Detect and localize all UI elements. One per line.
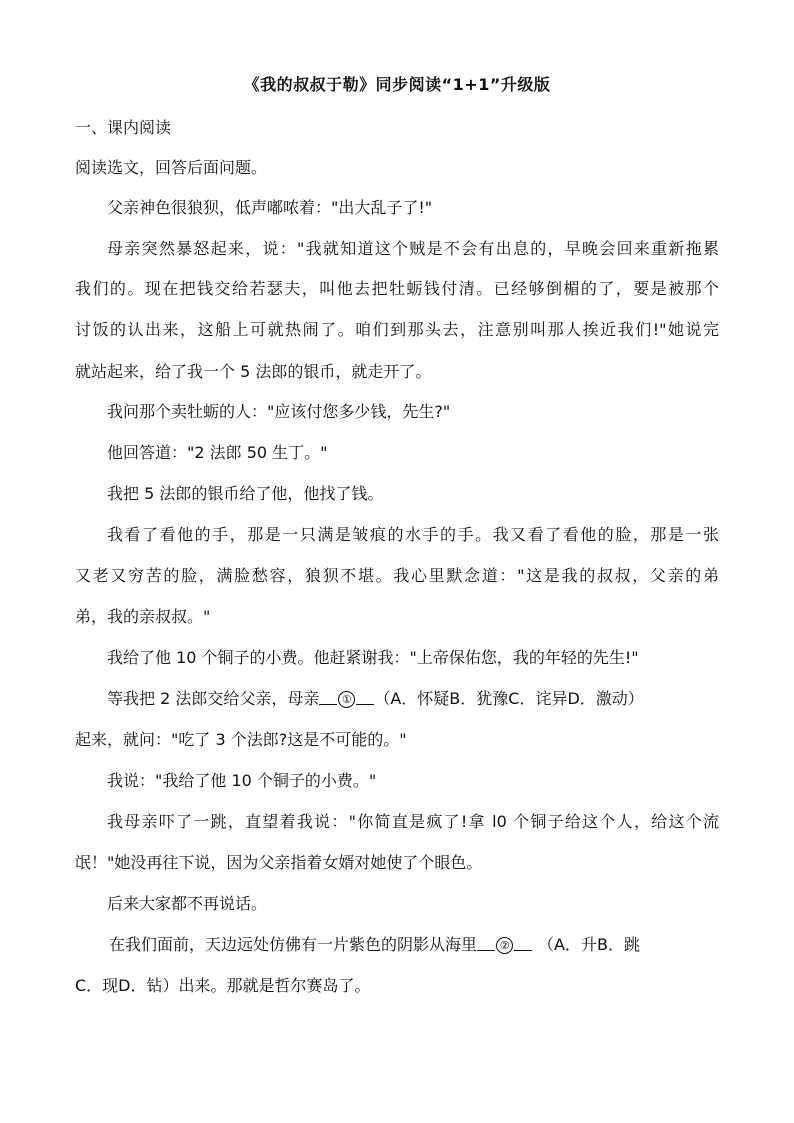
paragraph-line: 父亲神色很狼狈，低声嘟哝着："出大乱子了!" [107,198,433,217]
blank-underline [319,690,337,705]
paragraph-line: 我说："我给了他 10 个铜子的小费。" [107,771,377,790]
paragraph-line: 后来大家都不再说话。 [107,894,268,913]
blank-number-1: ① [338,691,355,708]
paragraph-line-with-blank [107,689,644,709]
paragraph-line: 我看了看他的手，那是一只满是皱痕的水手的手。我又看了看他的脸，那是一张 [107,525,719,544]
paragraph-line: 我问那个卖牡蛎的人："应该付您多少钱，先生?" [107,402,451,421]
paragraph-line: 就站起来，给了我一个 5 法郎的银币，就走开了。 [75,362,432,381]
paragraph-line: 母亲突然暴怒起来，说："我就知道这个贼是不会有出息的，早晚会回来重新拖累 [107,239,719,258]
instruction-text: 阅读选文，回答后面问题。 [75,158,268,177]
blank-underline [477,936,495,951]
paragraph-line-with-blank [109,935,640,955]
text-before-blank: 在我们面前，天边远处仿佛有一片紫色的阴影从海里 [109,935,478,954]
paragraph-line: 我给了他 10 个铜子的小费。他赶紧谢我："上帝保佑您，我的年轻的先生!" [107,648,639,667]
section-heading: 一、课内阅读 [75,118,172,137]
paragraph-line: 讨饭的认出来，这船上可就热闹了。咱们到那头去，注意别叫那人挨近我们!"她说完 [75,320,719,339]
answer-options-2: （A．升B．跳 [538,935,640,954]
text-before-blank: 等我把 2 法郎交给父亲，母亲 [107,689,320,708]
paragraph-line: 起来，就问："吃了 3 个法郎?这是不可能的。" [75,730,407,749]
blank-underline [514,936,532,951]
paragraph-line: 我把 5 法郎的银币给了他，他找了钱。 [107,484,384,503]
paragraph-line: 他回答道："2 法郎 50 生丁。" [107,443,328,462]
paragraph-line: C．现D．钻）出来。那就是哲尔赛岛了。 [75,976,371,995]
answer-options-1: （A．怀疑B．犹豫C．诧异D．激动） [374,689,644,708]
paragraph-line: 又老又穷苦的脸，满脸愁容，狼狈不堪。我心里默念道："这是我的叔叔，父亲的弟 [75,566,719,585]
blank-underline [356,690,374,705]
paragraph-line: 我们的。现在把钱交给若瑟夫，叫他去把牡蛎钱付清。已经够倒楣的了，要是被那个 [75,279,719,298]
paragraph-line: 我母亲吓了一跳，直望着我说："你简直是疯了!拿 l0 个铜子给这个人，给这个流 [107,812,719,831]
page-title: 《我的叔叔于勒》同步阅读“1+1”升级版 [243,75,551,94]
blank-number-2: ② [496,937,513,954]
paragraph-line: 氓！"她没再往下说，因为父亲指着女婿对她使了个眼色。 [75,853,483,872]
paragraph-line: 弟，我的亲叔叔。" [75,607,211,626]
